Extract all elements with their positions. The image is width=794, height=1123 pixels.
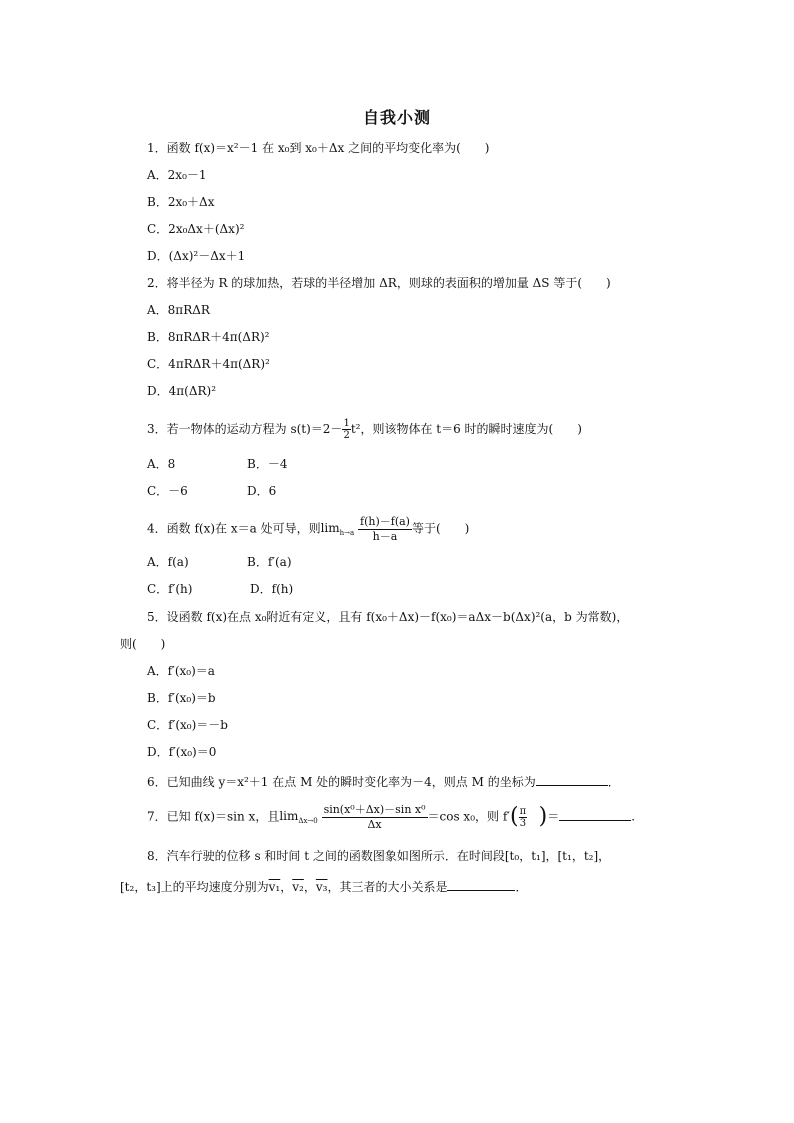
question-7-lim-word: lim <box>279 809 299 823</box>
question-4-prefix: 4．函数 f(x)在 x＝a 处可导，则 <box>147 521 321 536</box>
question-7-lim-subscript: Δx→0 <box>298 817 318 825</box>
question-4-option-b: B．f′(a) <box>247 555 292 569</box>
question-5: 5．设函数 f(x)在点 x₀附近有定义，且有 f(x₀＋Δx)－f(x₀)＝aΔx－b(Δx)²(a，b 为常数)， <box>147 610 629 624</box>
question-6-answer-blank <box>536 773 608 786</box>
question-8-v3: v₃ <box>315 880 328 894</box>
question-2: 2．将半径为 R 的球加热，若球的半径增加 ΔR，则球的表面积的增加量 ΔS 等于( ) <box>147 276 611 290</box>
question-5-option-d: D．f′(x₀)＝0 <box>147 745 217 759</box>
question-7-mid: ＝cos x₀，则 f′ <box>427 809 510 824</box>
question-5-option-a: A．f′(x₀)＝a <box>147 664 215 678</box>
question-7-fraction <box>322 803 428 832</box>
question-3 <box>147 414 582 444</box>
question-8-v2: v₂ <box>292 880 304 894</box>
question-4 <box>147 512 469 546</box>
question-7-pi-numerator: π <box>519 805 527 817</box>
question-5-option-b: B．f′(x₀)＝b <box>147 691 216 705</box>
question-4-option-d: D．f(h) <box>250 582 294 596</box>
question-3-option-a: A．8 <box>147 457 176 471</box>
question-7-limit <box>279 800 317 834</box>
question-3-suffix: t²，则该物体在 t＝6 时的瞬时速度为( ) <box>350 422 582 436</box>
question-2-option-a: A．8πRΔR <box>147 303 210 317</box>
question-7 <box>147 800 635 834</box>
question-4-suffix: 等于( ) <box>411 521 470 536</box>
question-3-fraction-numerator: 1 <box>343 418 350 429</box>
question-8-cont-suffix: ，其三者的大小关系是 <box>327 880 448 894</box>
question-5-continuation: 则( ) <box>120 637 166 651</box>
question-8-end: ． <box>515 880 528 894</box>
question-8-continuation <box>120 878 527 895</box>
question-8-answer-blank <box>447 878 515 891</box>
question-7-fraction-denominator: Δx <box>367 817 382 831</box>
question-7-pi-denominator: 3 <box>519 817 527 829</box>
question-3-option-d: D．6 <box>247 484 277 498</box>
question-4-fraction-denominator: h－a <box>372 529 398 543</box>
question-4-fraction <box>358 515 412 544</box>
question-4-fraction-numerator: f(h)－f(a) <box>360 514 410 528</box>
question-7-prefix: 7．已知 f(x)＝sin x，且 <box>147 809 280 824</box>
question-1: 1．函数 f(x)＝x²－1 在 x₀到 x₀＋Δx 之间的平均变化率为( ) <box>147 141 490 155</box>
question-4-option-a: A．f(a) <box>147 555 189 569</box>
question-4-option-c: C．f′(h) <box>147 582 193 596</box>
question-7-fraction-numerator: sin(x⁰＋Δx)－sin x⁰ <box>323 802 426 816</box>
question-6 <box>147 773 620 790</box>
question-1-option-b: B．2x₀＋Δx <box>147 195 215 209</box>
question-7-eq: ＝ <box>547 809 560 824</box>
question-3-prefix: 3．若一物体的运动方程为 s(t)＝2－ <box>147 422 343 436</box>
question-3-fraction-denominator: 2 <box>343 430 350 441</box>
question-1-option-a: A．2x₀－1 <box>147 168 207 182</box>
question-7-end: . <box>631 809 636 824</box>
question-3-option-b: B．－4 <box>247 457 288 471</box>
question-5-option-c: C．f′(x₀)＝－b <box>147 718 228 732</box>
question-8: 8．汽车行驶的位移 s 和时间 t 之间的函数图象如图所示．在时间段[t₀，t₁]，[t₁，t₂]， <box>147 849 611 863</box>
question-4-lim-word: lim <box>320 521 340 535</box>
question-2-option-b: B．8πRΔR＋4π(ΔR)² <box>147 330 270 344</box>
question-6-end: ． <box>607 775 620 789</box>
question-6-text: 6．已知曲线 y＝x²＋1 在点 M 处的瞬时变化率为－4，则点 M 的坐标为 <box>147 775 536 789</box>
question-7-right-paren: ) <box>538 804 548 829</box>
page-title: 自我小测 <box>362 108 431 127</box>
question-2-option-c: C．4πRΔR＋4π(ΔR)² <box>147 357 270 371</box>
question-7-answer-blank <box>559 808 631 821</box>
question-8-sep-2: ， <box>303 880 316 894</box>
question-4-limit <box>321 512 355 546</box>
question-8-sep-1: ， <box>280 880 293 894</box>
question-1-option-c: C．2x₀Δx＋(Δx)² <box>147 222 245 236</box>
question-3-fraction <box>342 418 350 441</box>
question-8-cont-prefix: [t₂，t₃]上的平均速度分别为 <box>120 880 269 894</box>
question-7-pi-fraction <box>519 806 528 829</box>
question-4-lim-subscript: h→a <box>339 529 355 537</box>
question-7-left-paren: ( <box>510 804 519 829</box>
question-2-option-d: D．4π(ΔR)² <box>147 384 217 398</box>
question-3-option-c: C．－6 <box>147 484 188 498</box>
question-1-option-d: D．(Δx)²－Δx＋1 <box>147 249 246 263</box>
question-8-v1: v₁ <box>268 880 281 894</box>
